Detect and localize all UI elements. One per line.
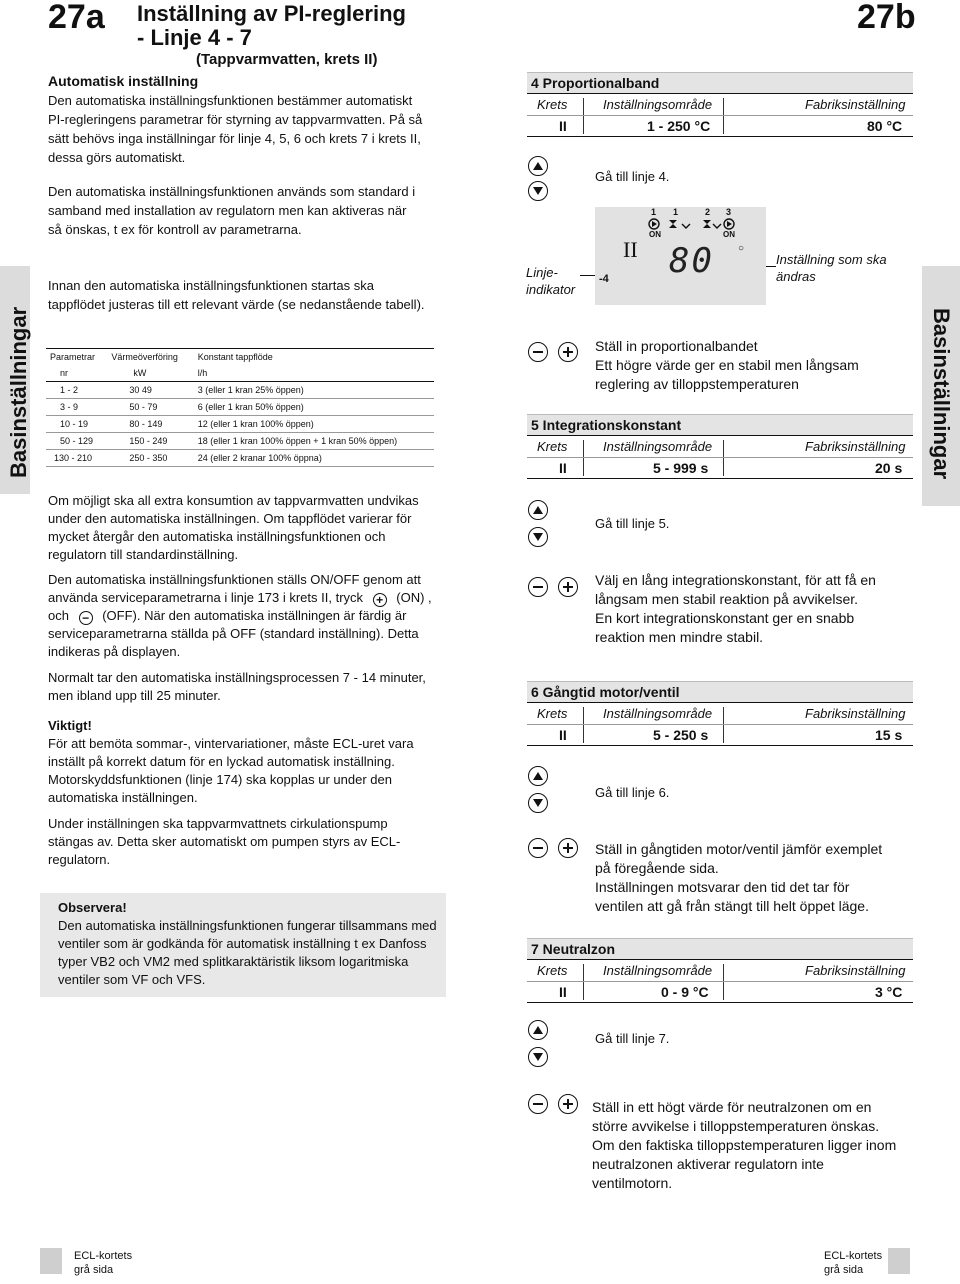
- col-krets-label: Krets: [537, 97, 568, 112]
- table-cell: 1 - 2: [46, 382, 107, 399]
- display-num-2: 1: [673, 207, 679, 217]
- gray-card-swatch-left: [40, 1248, 62, 1274]
- table-header: Värmeöverföring: [111, 352, 178, 362]
- col-factory-label: Fabriksinställning: [805, 706, 906, 721]
- section-6: [527, 681, 913, 746]
- arrow-up-button[interactable]: [528, 1020, 548, 1040]
- auto-paragraph-1: Den automatiska inställningsfunktionen bestämmer automatiskt PI-regleringens parametrar för styrning av tappvarmvatten. På så sätt behövs inga inställningar för linje 4, 5, 6 och krets 7 i krets II, dessa görs automatiskt.: [48, 93, 423, 165]
- section-7-factory: 3 °C: [875, 984, 903, 1000]
- section-4-krets: II: [559, 118, 567, 134]
- minus-button[interactable]: [528, 838, 548, 858]
- page-number-left: 27a: [48, 0, 105, 36]
- flow-table: [46, 348, 434, 467]
- onoff-text-b: (ON) ,: [396, 590, 432, 605]
- display-on-left: ON: [649, 230, 661, 239]
- section-6-table: [527, 703, 913, 746]
- page-title-line2: - Linje 4 - 7: [137, 25, 252, 50]
- section-6-heading: 6 Gångtid motor/ventil: [527, 681, 913, 703]
- page-subtitle: (Tappvarmvatten, krets II): [196, 51, 378, 68]
- setting-note-2: ändras: [776, 269, 816, 284]
- desc-line: Inställningen motsvarar den tid det tar för: [595, 879, 850, 895]
- col-range-label: Inställningsområde: [603, 963, 713, 978]
- desc-line: Om den faktiska tilloppstemperaturen ligger inom: [592, 1137, 897, 1153]
- col-factory-label: Fabriksinställning: [805, 97, 906, 112]
- line-indicator-label: [526, 264, 575, 298]
- table-cell: 80 - 149: [107, 416, 193, 433]
- arrow-up-button[interactable]: [528, 500, 548, 520]
- table-cell: 250 - 350: [107, 450, 193, 467]
- table-cell: 12 (eller 1 kran 100% öppen): [194, 416, 434, 433]
- table-cell: 30 49: [107, 382, 193, 399]
- footer-left: [74, 1249, 132, 1277]
- table-row: [46, 399, 434, 416]
- plus-button[interactable]: [558, 342, 578, 362]
- table-cell: 18 (eller 1 kran 100% öppen + 1 kran 50% öppen): [194, 433, 434, 450]
- section-4-goto: Gå till linje 4.: [595, 169, 670, 184]
- onoff-text-a: Den automatiska inställningsfunktionen ställs ON/OFF genom att använda serviceparametrarna i linje 173 i krets II, tryck: [48, 572, 421, 605]
- desc-line: på föregående sida.: [595, 860, 719, 876]
- table-cell: 10 - 19: [46, 416, 107, 433]
- section-6-factory: 15 s: [875, 727, 903, 743]
- section-5-description: [595, 571, 876, 647]
- arrow-up-button[interactable]: [528, 156, 548, 176]
- auto-heading: Automatisk inställning: [48, 73, 199, 89]
- col-krets-label: Krets: [537, 706, 568, 721]
- display-degree-icon: ○: [738, 243, 745, 254]
- section-6-goto: Gå till linje 6.: [595, 785, 670, 800]
- table-row: [46, 416, 434, 433]
- section-4-factory: 80 °C: [867, 118, 903, 134]
- table-subheader: l/h: [194, 365, 434, 382]
- setting-note-1: Inställning som ska: [776, 252, 887, 267]
- section-6-range: 5 - 250 s: [653, 727, 709, 743]
- paragraph-extra-consumption: Om möjligt ska all extra konsumtion av tappvarmvatten undvikas under den automatiska inställningen. Om tappflödet varierar för mycket återgår den automatiska inställningsfunktionen och regulatorn till standardinställning.: [48, 493, 419, 562]
- section-5-krets: II: [559, 460, 567, 476]
- table-cell: 150 - 249: [107, 433, 193, 450]
- display-num-3: 2: [705, 207, 711, 217]
- minus-button[interactable]: [528, 1094, 548, 1114]
- observe-label: Observera!: [58, 900, 127, 915]
- section-4: [527, 72, 913, 137]
- footer-left-line-1: ECL-kortets: [74, 1250, 133, 1262]
- desc-line: större avvikelse i tilloppstemperaturen önskas.: [592, 1118, 880, 1134]
- footer-right: [824, 1249, 882, 1277]
- observe-box: [40, 893, 446, 997]
- minus-button[interactable]: [528, 342, 548, 362]
- table-cell: 6 (eller 1 kran 50% öppen): [194, 399, 434, 416]
- page-title-line1: Inställning av PI-reglering: [137, 1, 406, 26]
- col-krets-label: Krets: [537, 439, 568, 454]
- desc-line: Ett högre värde ger en stabil men långsam: [595, 357, 859, 373]
- desc-line: En kort integrationskonstant ger en snabb: [595, 610, 855, 626]
- left-column: [48, 72, 428, 167]
- section-5-factory: 20 s: [875, 460, 903, 476]
- sidebar-left-label: Basinställningar: [6, 306, 31, 478]
- display-num-1: 1: [651, 207, 657, 217]
- col-range-label: Inställningsområde: [603, 706, 713, 721]
- minus-button-inline[interactable]: −: [79, 611, 93, 625]
- section-5-heading: 5 Integrationskonstant: [527, 414, 913, 436]
- arrow-down-button[interactable]: [528, 1047, 548, 1067]
- arrow-down-button[interactable]: [528, 181, 548, 201]
- paragraph-duration: Normalt tar den automatiska inställningsprocessen 7 - 14 minuter, men ibland upp till 25 minuter.: [48, 670, 426, 703]
- arrow-down-button[interactable]: [528, 527, 548, 547]
- section-7-goto: Gå till linje 7.: [595, 1031, 670, 1046]
- section-4-description: [595, 337, 859, 394]
- section-6-description: [595, 840, 882, 916]
- section-7-heading: 7 Neutralzon: [527, 938, 913, 960]
- table-row: [46, 450, 434, 467]
- desc-line: Välj en lång integrationskonstant, för att få en: [595, 572, 876, 588]
- table-cell: 24 (eller 2 kranar 100% öppna): [194, 450, 434, 467]
- section-7: [527, 938, 913, 1003]
- desc-line: Ställ in gångtiden motor/ventil jämför exemplet: [595, 841, 883, 857]
- auto-paragraph-2: Den automatiska inställningsfunktionen används som standard i samband med installation av regulatorn men kan aktiveras när så önskas, t ex för kontroll av parametrarna.: [48, 184, 416, 237]
- desc-line: neutralzonen aktiverar regulatorn inte: [592, 1156, 824, 1172]
- col-krets-label: Krets: [537, 963, 568, 978]
- section-5-table: [527, 436, 913, 479]
- observe-text: Den automatiska inställningsfunktionen fungerar tillsammans med ventiler som är godkända för automatisk inställning t ex Danfoss typer VB2 och VM2 med splitkaraktäristik liksom logaritmiska ventiler som VF och VFS.: [58, 918, 437, 987]
- table-subheader: kW: [107, 365, 193, 382]
- line-indicator-label-2: indikator: [526, 282, 576, 297]
- line-indicator-label-1: Linje-: [526, 265, 558, 280]
- section-4-heading: 4 Proportionalband: [527, 72, 913, 94]
- onoff-text-c: och: [48, 608, 69, 623]
- desc-line: ventilmotorn.: [592, 1175, 673, 1191]
- plus-button[interactable]: [558, 838, 578, 858]
- desc-line: långsam men stabil reaktion på avvikelser.: [595, 591, 859, 607]
- desc-line: reaktion men mindre stabil.: [595, 629, 764, 645]
- plus-button-inline[interactable]: +: [373, 593, 387, 607]
- plus-button[interactable]: [558, 1094, 578, 1114]
- desc-line: Ställ in ett högt värde för neutralzonen om en: [592, 1099, 872, 1115]
- section-5-range: 5 - 999 s: [653, 460, 709, 476]
- col-range-label: Inställningsområde: [603, 439, 713, 454]
- page-number-right: 27b: [857, 0, 916, 36]
- arrow-up-button[interactable]: [528, 766, 548, 786]
- plus-button[interactable]: [558, 577, 578, 597]
- section-6-krets: II: [559, 727, 567, 743]
- setting-note: [776, 251, 887, 285]
- section-7-description: [592, 1098, 896, 1193]
- display-num-4: 3: [726, 207, 732, 217]
- display-line: -4: [599, 273, 609, 285]
- table-subheader-row: [46, 365, 434, 382]
- footer-right-line-1: ECL-kortets: [824, 1250, 883, 1262]
- desc-line: reglering av tilloppstemperaturen: [595, 376, 799, 392]
- section-5-goto: Gå till linje 5.: [595, 516, 670, 531]
- arrow-down-button[interactable]: [528, 793, 548, 813]
- table-header: Konstant tappflöde: [197, 352, 273, 362]
- footer-right-line-2: grå sida: [824, 1264, 864, 1276]
- important-note: [48, 717, 433, 807]
- controller-display: [595, 207, 766, 305]
- desc-line: ventilen att gå från stängt till helt öppet läge.: [595, 898, 869, 914]
- desc-line: Ställ in proportionalbandet: [595, 338, 758, 354]
- table-cell: 3 (eller 1 kran 25% öppen): [194, 382, 434, 399]
- section-7-krets: II: [559, 984, 567, 1000]
- table-header-row: [46, 349, 434, 365]
- col-factory-label: Fabriksinställning: [805, 439, 906, 454]
- table-cell: 50 - 79: [107, 399, 193, 416]
- col-factory-label: Fabriksinställning: [805, 963, 906, 978]
- table-subheader: nr: [46, 365, 107, 382]
- minus-button[interactable]: [528, 577, 548, 597]
- section-7-range: 0 - 9 °C: [661, 984, 709, 1000]
- important-text: För att bemöta sommar-, vintervariationer, måste ECL-uret vara inställt på korrekt datum för en lyckad automatisk inställning. Motorskyddsfunktionen (linje 174) ska kopplas ur under den automatiska inställningen.: [48, 736, 414, 805]
- sidebar-right-label: Basinställningar: [929, 308, 954, 480]
- table-cell: 50 - 129: [46, 433, 107, 450]
- paragraph-pump: Under inställningen ska tappvarmvattnets cirkulationspump stängas av. Detta sker automatiskt om pumpen styrs av ECL-regulatorn.: [48, 816, 401, 867]
- display-on-right: ON: [723, 230, 735, 239]
- auto-paragraph-3: Innan den automatiska inställningsfunktionen startas ska tappflödet justeras till ett relevant värde (se nedanstående tabell).: [48, 278, 425, 312]
- gray-card-swatch-right: [888, 1248, 910, 1274]
- section-5: [527, 414, 913, 479]
- table-header: Parametrar: [50, 352, 96, 362]
- section-4-table: [527, 94, 913, 137]
- footer-left-line-2: grå sida: [74, 1264, 114, 1276]
- table-row: [46, 382, 434, 399]
- display-circuit: II: [623, 237, 638, 262]
- display-value: 80: [669, 241, 714, 281]
- col-range-label: Inställningsområde: [603, 97, 713, 112]
- onoff-text-d: (OFF). När den automatiska inställningen är färdig är serviceparametrarna ställda på OFF (standard inställning). Detta indikeras på displayen.: [48, 608, 419, 659]
- section-7-table: [527, 960, 913, 1003]
- section-4-range: 1 - 250 °C: [647, 118, 711, 134]
- flow-table-grid: [46, 349, 434, 467]
- table-cell: 130 - 210: [46, 450, 107, 467]
- table-row: [46, 433, 434, 450]
- sidebar-right: [922, 266, 960, 506]
- table-cell: 3 - 9: [46, 399, 107, 416]
- sidebar-left: [0, 266, 30, 494]
- paragraph-onoff: [48, 571, 433, 661]
- important-label: Viktigt!: [48, 718, 92, 733]
